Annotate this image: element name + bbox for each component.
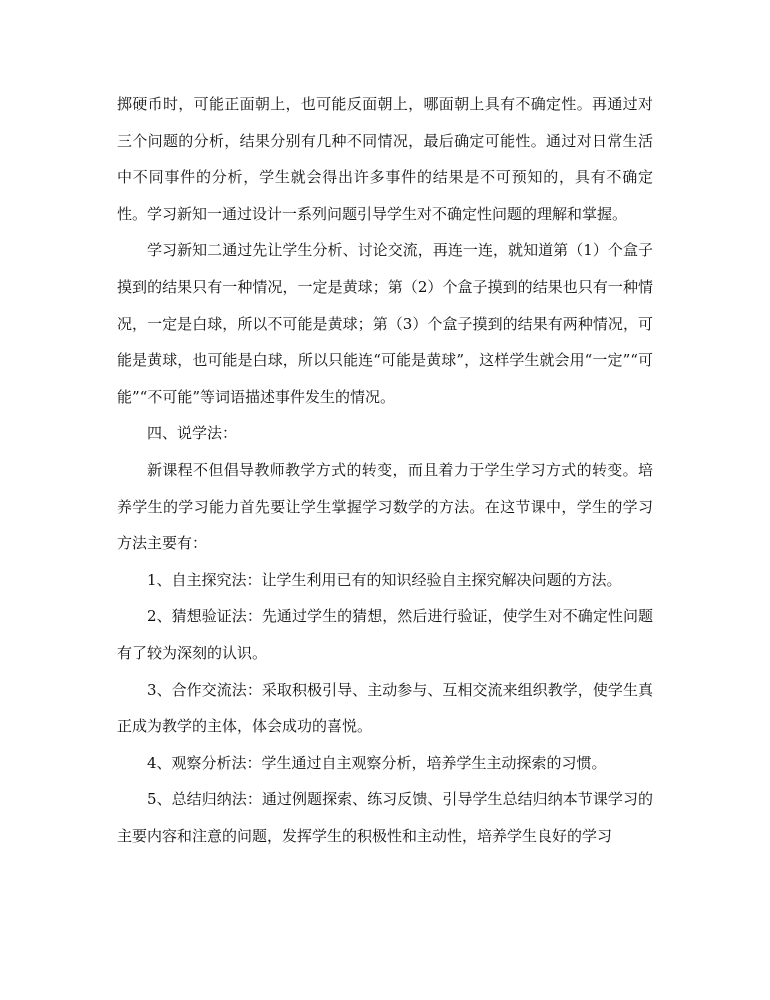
list-item-method-1: 1、自主探究法：让学生利用已有的知识经验自主探究解决问题的方法。 <box>147 570 622 589</box>
document-page <box>117 86 653 854</box>
list-item-method-2: 2、猜想验证法：先通过学生的猜想，然后进行验证，使学生对不确定性问题有了较为深刻的认识。 <box>117 607 653 662</box>
list-item-method-4: 4、观察分析法：学生通过自主观察分析，培养学生主动探索的习惯。 <box>147 753 607 772</box>
list-item-method-3: 3、合作交流法：采取积极引导、主动参与、互相交流来组织教学，使学生真正成为教学的主体，体会成功的喜悦。 <box>117 680 653 736</box>
paragraph-new-curriculum: 新课程不但倡导教师教学方式的转变，而且着力于学生学习方式的转变。培养学生的学习能力首先要让学生掌握学习数学的方法。在这节课中，学生的学习方法主要有： <box>117 460 653 553</box>
paragraph-coin-toss: 掷硬币时，可能正面朝上，也可能反面朝上，哪面朝上具有不确定性。再通过对三个问题的分析，结果分别有几种不同情况，最后确定可能性。通过对日常生活中不同事件的分析，学生就会得出许多事件的结果是不可预知的，具有不确定性。学习新知一通过设计一系列问题引导学生对不确定性问题的理解和掌握。 <box>117 95 653 223</box>
section-heading-learning-methods: 四、说学法： <box>147 424 238 443</box>
paragraph-new-knowledge-two: 学习新知二通过先让学生分析、讨论交流，再连一连，就知道第（1）个盒子摸到的结果只有一种情况，一定是黄球；第（2）个盒子摸到的结果也只有一种情况，一定是白球，所以不可能是黄球；第（3）个盒子摸到的结果有两种情况，可能是黄球，也可能是白球，所以只能连“可能是黄球”，这样学生就会用“一定”“可能”“不可能”等词语描述事件发生的情况。 <box>117 241 653 406</box>
list-item-method-5: 5、总结归纳法：通过例题探索、练习反馈、引导学生总结归纳本节课学习的主要内容和注意的问题，发挥学生的积极性和主动性，培养学生良好的学习 <box>117 790 653 845</box>
